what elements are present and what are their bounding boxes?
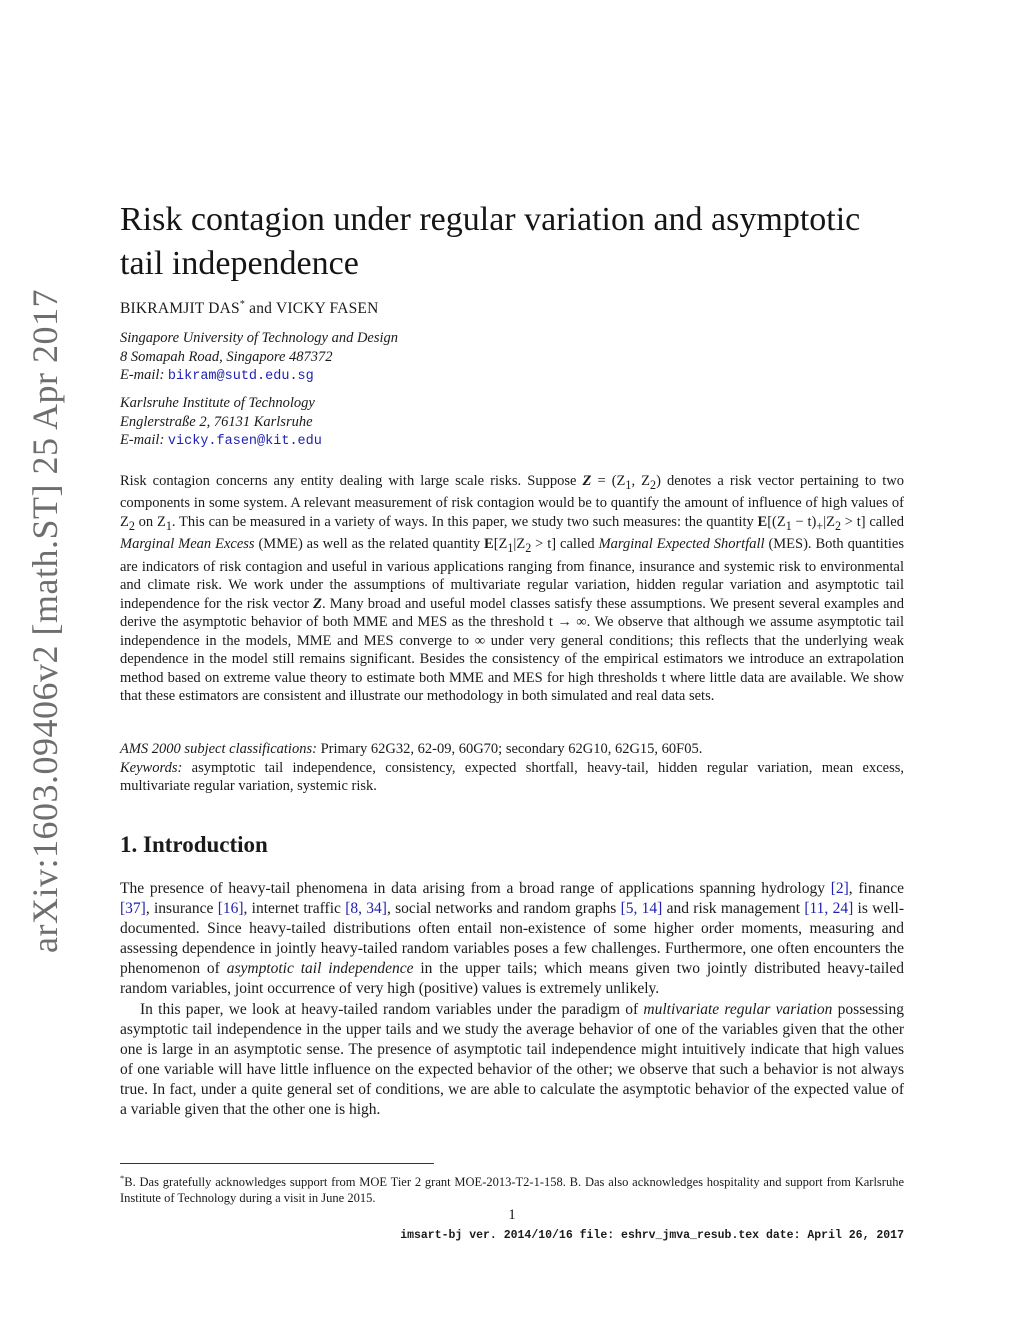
classifications [120,740,904,796]
footnote-mark: * [120,1173,125,1183]
affiliation-address: 8 Somapah Road, Singapore 487372 [120,348,333,365]
author-das: BIKRAMJIT DAS [120,300,240,318]
paper-title: Risk contagion under regular variation and asymptotic tail independence [120,201,861,282]
mes-term: Marginal Expected Shortfall [598,536,765,553]
citation-link[interactable]: [5, 14] [620,900,663,918]
email-link-fasen[interactable]: vicky.fasen@kit.edu [167,434,322,449]
arxiv-identifier-stamp[interactable]: arXiv:1603.09406v2 [math.ST] 25 Apr 2017 [25,289,65,953]
affiliation-sutd [120,329,904,387]
author-line [120,299,904,318]
section-heading-introduction: 1. Introduction [120,832,268,857]
citation-link[interactable]: [37] [120,900,146,918]
affiliation-name: Karlsruhe Institute of Technology [120,395,315,411]
author-conjunction: and [245,300,276,318]
mme-term: Marginal Mean Excess [120,536,255,553]
author-fasen: VICKY FASEN [275,300,379,318]
affiliation-email-line [120,366,904,387]
intro-paragraph-1: The presence of heavy-tail phenomena in data arising from a broad range of applications spanning hydrology [2], finance [37], insurance [16], internet traffic [8, 34], social networks and random graphs [5, 14] and risk management [11, 24] is well-documented. Since heavy-tailed distributions often entail non-existence of some higher order moments, measuring and assessing dependence in jointly heavy-tailed random variables poses a few challenges. Furthermore, one often encounters the phenomenon of asymptotic tail independence in the upper tails; which means given two jointly distributed heavy-tailed random variables, joint occurrence of very high (positive) values is extremely unlikely. [120,880,905,998]
affiliation-email-line [120,431,904,452]
footnote [120,1170,904,1206]
page-number: 1 [508,1207,516,1223]
intro-paragraph-2: In this paper, we look at heavy-tailed random variables under the paradigm of multivariate regular variation possessing asymptotic tail independence in the upper tails and we study the average behavior of one of the variables given that the other one is large in an asymptotic sense. The presence of asymptotic tail independence might intuitively indicate that high values of one variable will have little influence on the expected behavior of the other; we observe that such a behavior is not always true. In fact, under a quite general set of conditions, we are able to calculate the asymptotic behavior of the expected value of a variable given that the other one is high. [120,1000,904,1119]
footer-file-info: imsart-bj ver. 2014/10/16 file: eshrv_jmva_resub.tex date: April 26, 2017 [400,1229,904,1242]
ams-classification: AMS 2000 subject classifications: Primary 62G32, 62-09, 60G70; secondary 62G10, 62G15, 60F05. [120,741,703,757]
introduction-body [120,879,904,1120]
keywords: Keywords: asymptotic tail independence, consistency, expected shortfall, heavy-tail, hidden regular variation, mean excess, multivariate regular variation, systemic risk. [120,759,904,794]
affiliation-kit [120,394,904,452]
footnote-divider [120,1163,434,1164]
email-link-das[interactable]: bikram@sutd.edu.sg [167,369,314,384]
citation-link[interactable]: [2] [830,880,849,897]
email-label: E-mail: [120,367,168,383]
abstract [120,472,904,706]
citation-link[interactable]: [16] [217,900,244,918]
email-label: E-mail: [120,432,168,448]
footnote-marker[interactable]: * [239,299,246,310]
citation-link[interactable]: [11, 24] [804,900,854,918]
affiliation-address: Englerstraße 2, 76131 Karlsruhe [120,413,313,430]
affiliation-name: Singapore University of Technology and Design [120,330,399,346]
abstract-paragraph: Risk contagion concerns any entity dealing with large scale risks. Suppose $Z = (Z_1$, $Z_2$) denotes a risk vector pertaining to two components in some system. A relevant measurement of risk contagion would be to quantify the amount of influence of high values of $Z_2$ on $Z_1$. This can be measured in a variety of ways. In this paper, we study two such measures: the quantity $E[(Z_1 - t)_+|Z_2 > t]$ called Marginal Mean Excess (MME) as well as the related quantity $E[Z_1|Z_2 > t]$ called Marginal Expected Shortfall (MES). Both quantities are indicators of risk contagion and useful in various applications ranging from finance, insurance and systemic risk to environmental and climate risk. We work under the assumptions of multivariate regular variation, hidden regular variation and asymptotic tail independence for the risk vector Z. Many broad and useful model classes satisfy these assumptions. We present several examples and derive the asymptotic behavior of both MME and MES as the threshold t → ∞. We observe that although we assume asymptotic tail independence in the models, MME and MES converge to ∞ under very general conditions; this reflects that the underlying weak dependence in the model still remains significant. Besides the consistency of the empirical estimators we introduce an extrapolation method based on extreme value theory to estimate both MME and MES for high thresholds t where little data are available. We show that these estimators are consistent and illustrate our methodology in both simulated and real data sets. [120,473,904,705]
footnote-text: B. Das gratefully acknowledges support from MOE Tier 2 grant MOE-2013-T2-1-158. B. Das also acknowledges hospitality and support from Karlsruhe Institute of Technology during a visit in June 2015. [120,1175,904,1206]
citation-link[interactable]: [8, 34] [345,900,387,918]
